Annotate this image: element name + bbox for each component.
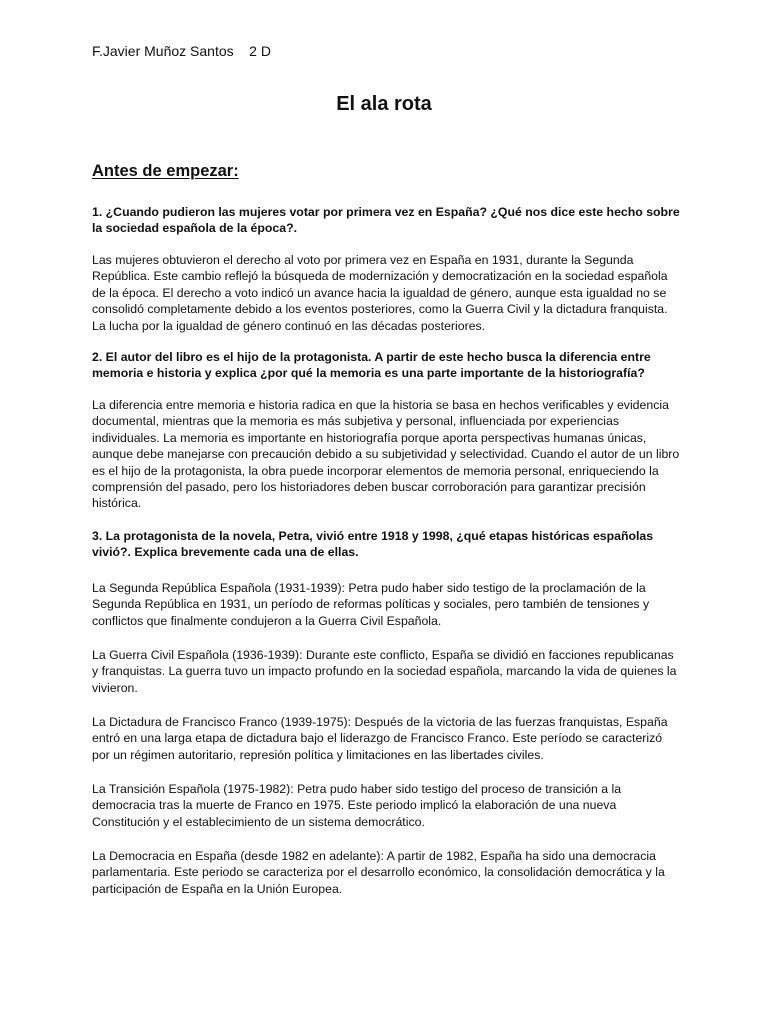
answer-1: Las mujeres obtuvieron el derecho al voto por primera vez en España en 1931, durante la Segunda República. Este cambio reflejó la búsqueda de modernización y democratización en la sociedad española de la época. El derecho a voto indicó un avance hacia la igualdad de género, aunque esta igualdad no se consolidó completamente debido a los eventos posteriores, como la Guerra Civil y la dictadura franquista. La lucha por la igualdad de género continuó en las décadas posteriores. bbox=[92, 253, 668, 333]
answer-2: La diferencia entre memoria e historia radica en que la historia se basa en hechos verificables y evidencia documental, mientras que la memoria es más subjetiva y personal, influenciada por experiencias individuales. La memoria es importante en historiografía porque aporta perspectivas humanas únicas, aunque debe manejarse con precaución debido a su subjetividad y selectividad. Cuando el autor de un libro es el hijo de la protagonista, la obra puede incorporar elementos de memoria personal, enriqueciendo la comprensión del pasado, pero los historiadores deben buscar corroboración para garantizar precisión histórica. bbox=[92, 398, 680, 511]
stage-paragraph: La Transición Española (1975-1982): Petra pudo haber sido testigo del proceso de transición a la democracia tras la muerte de Franco en 1975. Este periodo implicó la elaboración de una nueva Constitución y el establecimiento de un sistema democrático. bbox=[92, 782, 622, 829]
stage-paragraph: La Democracia en España (desde 1982 en adelante): A partir de 1982, España ha sido una democracia parlamentaria. Este periodo se caracteriza por el desarrollo económico, la consolidación democrática y la participación de España en la Unión Europea. bbox=[92, 849, 665, 896]
stage-paragraph: La Dictadura de Francisco Franco (1939-1975): Después de la victoria de las fuerzas franquistas, España entró en una larga etapa de dictadura bajo el liderazgo de Francisco Franco. Este período se caracterizó por un régimen autoritario, represión política y limitaciones en las libertades civiles. bbox=[92, 715, 668, 762]
question-1: 1. ¿Cuando pudieron las mujeres votar por primera vez en España? ¿Qué nos dice este hecho sobre la sociedad española de la época?. bbox=[92, 205, 680, 236]
document-title: El ala rota bbox=[336, 93, 432, 115]
question-3: 3. La protagonista de la novela, Petra, vivió entre 1918 y 1998, ¿qué etapas históricas españolas vivió?. Explica brevemente cada una de ellas. bbox=[92, 529, 654, 560]
stage-paragraph: La Guerra Civil Española (1936-1939): Durante este conflicto, España se dividió en facciones republicanas y franquistas. La guerra tuvo un impacto profundo en la sociedad española, marcando la vida de quienes la vivieron. bbox=[92, 648, 677, 695]
author-line: F.Javier Muñoz Santos 2 D bbox=[92, 43, 271, 59]
stage-paragraph: La Segunda República Española (1931-1939): Petra pudo haber sido testigo de la proclamación de la Segunda República en 1931, un período de reformas políticas y sociales, pero también de tensiones y conflictos que finalmente condujeron a la Guerra Civil Española. bbox=[92, 581, 650, 628]
section-heading: Antes de empezar: bbox=[92, 162, 239, 180]
question-2: 2. El autor del libro es el hijo de la protagonista. A partir de este hecho busca la diferencia entre memoria e historia y explica ¿por qué la memoria es una parte importante de la historiografía? bbox=[92, 350, 651, 381]
